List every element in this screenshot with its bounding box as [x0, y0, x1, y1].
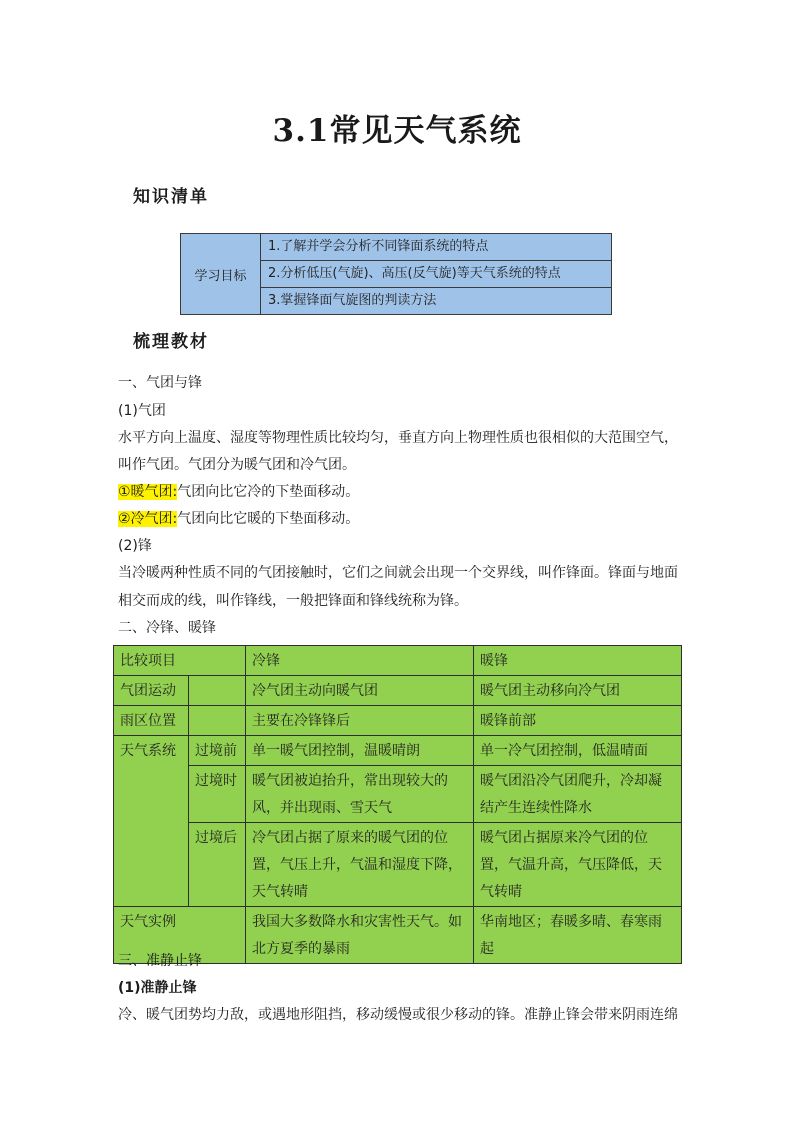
section3-p1: 冷、暖气团势均力敌，或遇地形阻挡，移动缓慢或很少移动的锋。准静止锋会带来阴雨连绵 [118, 1007, 678, 1023]
table-row [114, 646, 682, 676]
table-row [114, 823, 682, 907]
cell-warm-rain: 暖锋前部 [474, 706, 682, 736]
section1-p2-line2: 相交而成的线，叫作锋线，一般把锋面和锋线统称为锋。 [118, 593, 468, 609]
cell-cold-movement: 冷气团主动向暖气团 [246, 676, 474, 706]
row-sublabel-during: 过境时 [189, 766, 246, 823]
cold-air-mass-term: ②冷气团: [118, 511, 178, 527]
empty-cell [189, 676, 246, 706]
row-sublabel-after: 过境后 [189, 823, 246, 907]
section1-sub2: (2)锋 [118, 538, 152, 554]
section1-p1-line1: 水平方向上温度、湿度等物理性质比较均匀，垂直方向上物理性质也很相似的大范围空气， [118, 430, 678, 446]
cell-warm-example: 华南地区；春暖多晴、春寒雨起 [474, 907, 682, 964]
cold-air-mass-item [118, 510, 359, 528]
cell-warm-during: 暖气团沿冷气团爬升，冷却凝结产生连续性降水 [474, 766, 682, 823]
table-header-item: 比较项目 [114, 646, 246, 676]
row-label-example: 天气实例 [114, 907, 246, 964]
cell-cold-rain: 主要在冷锋锋后 [246, 706, 474, 736]
table-row [114, 676, 682, 706]
front-comparison-table [113, 645, 682, 964]
section3-heading: 三、准静止锋 [118, 953, 202, 969]
page-title: 3.1常见天气系统 [272, 113, 522, 149]
empty-cell [189, 706, 246, 736]
learning-goal-item: 3.掌握锋面气旋图的判读方法 [261, 288, 612, 315]
row-label-movement: 气团运动 [114, 676, 189, 706]
warm-air-mass-term: ①暖气团: [118, 484, 178, 500]
table-row [114, 766, 682, 823]
section1-heading: 一、气团与锋 [118, 375, 202, 391]
cold-air-mass-desc: 气团向比它暖的下垫面移动。 [177, 511, 360, 527]
warm-air-mass-desc: 气团向比它冷的下垫面移动。 [177, 484, 360, 500]
table-header-warm: 暖锋 [474, 646, 682, 676]
row-sublabel-before: 过境前 [189, 736, 246, 766]
learning-goal-item: 2.分析低压(气旋)、高压(反气旋)等天气系统的特点 [261, 261, 612, 288]
table-row [114, 736, 682, 766]
table-header-cold: 冷锋 [246, 646, 474, 676]
table-row [114, 706, 682, 736]
cell-cold-before: 单一暖气团控制，温暖晴朗 [246, 736, 474, 766]
cell-cold-during: 暖气团被迫抬升，常出现较大的风，并出现雨、雪天气 [246, 766, 474, 823]
section3-sub1: (1)准静止锋 [118, 980, 197, 996]
learning-goals-label: 学习目标 [181, 234, 261, 315]
learning-goals-table [180, 233, 612, 315]
cell-cold-after: 冷气团占据了原来的暖气团的位置，气压上升，气温和湿度下降，天气转晴 [246, 823, 474, 907]
section1-sub1: (1)气团 [118, 403, 166, 419]
section-heading-textbook: 梳理教材 [133, 332, 209, 352]
section-heading-knowledge: 知识清单 [133, 187, 209, 207]
cell-warm-movement: 暖气团主动移向冷气团 [474, 676, 682, 706]
cell-cold-example: 我国大多数降水和灾害性天气。如北方夏季的暴雨 [246, 907, 474, 964]
learning-goal-item: 1.了解并学会分析不同锋面系统的特点 [261, 234, 612, 261]
warm-air-mass-item [118, 483, 359, 501]
section1-p1-line2: 叫作气团。气团分为暖气团和冷气团。 [118, 457, 356, 473]
cell-warm-after: 暖气团占据原来冷气团的位置，气温升高，气压降低，天气转晴 [474, 823, 682, 907]
section2-heading: 二、冷锋、暖锋 [118, 620, 216, 636]
row-label-weather: 天气系统 [114, 736, 189, 907]
section1-p2-line1: 当冷暖两种性质不同的气团接触时，它们之间就会出现一个交界线，叫作锋面。锋面与地面 [118, 565, 678, 581]
row-label-rain: 雨区位置 [114, 706, 189, 736]
cell-warm-before: 单一冷气团控制，低温晴面 [474, 736, 682, 766]
